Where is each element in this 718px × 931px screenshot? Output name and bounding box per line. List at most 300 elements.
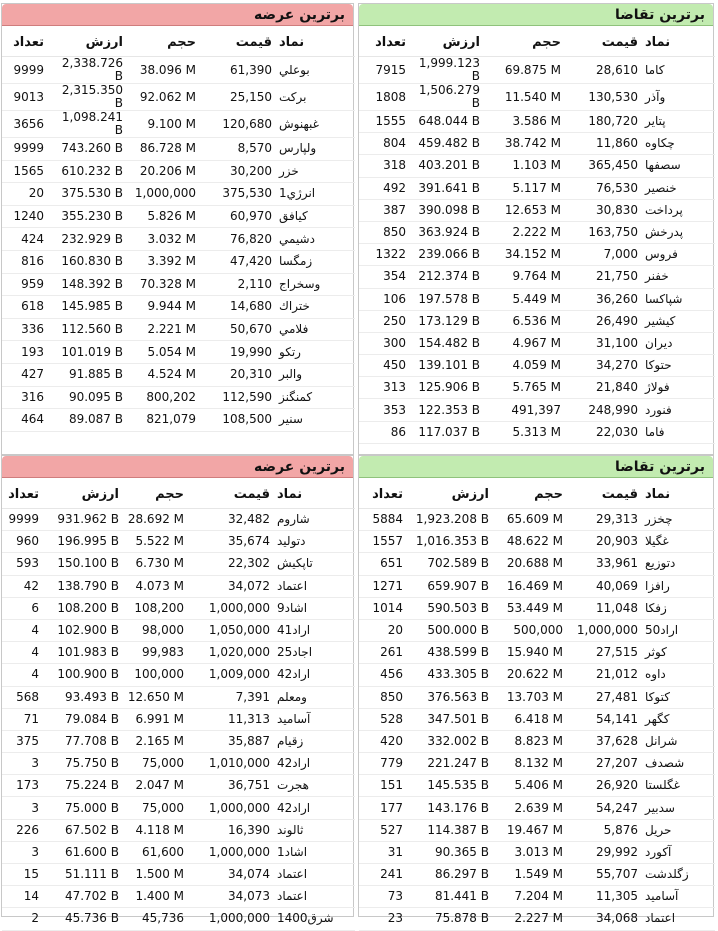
top-sell-table bbox=[2, 28, 355, 432]
cell-volume: 108,200 bbox=[124, 597, 189, 619]
table-row[interactable] bbox=[359, 597, 715, 619]
cell-count: 850 bbox=[359, 686, 408, 708]
table-row[interactable] bbox=[2, 642, 355, 664]
cell-count: 492 bbox=[359, 177, 411, 199]
cell-price: 27,515 bbox=[568, 642, 643, 664]
cell-price: 180,720 bbox=[566, 111, 643, 133]
cell-volume: 3.392 M bbox=[128, 250, 201, 273]
cell-value: 1,098.241 B bbox=[49, 111, 128, 138]
table-row[interactable] bbox=[2, 205, 355, 228]
table-row[interactable] bbox=[2, 864, 355, 886]
cell-value: 239.066 B bbox=[411, 244, 485, 266]
cell-value: 125.906 B bbox=[411, 377, 485, 399]
symbol-header: نماد bbox=[643, 28, 715, 57]
cell-value: 702.589 B bbox=[408, 553, 494, 575]
bottom-sell-panel bbox=[1, 455, 354, 926]
cell-symbol: پتایر bbox=[643, 111, 715, 133]
symbol-header: نماد bbox=[277, 28, 355, 57]
cell-value: 403.201 B bbox=[411, 155, 485, 177]
cell-symbol: رتکو bbox=[277, 341, 355, 364]
cell-value: 931.962 B bbox=[44, 509, 124, 531]
bottom-sell-rows bbox=[2, 509, 355, 931]
cell-count: 464 bbox=[2, 409, 49, 432]
table-row[interactable] bbox=[2, 296, 355, 319]
cell-price: 54,141 bbox=[568, 708, 643, 730]
cell-price: 1,020,000 bbox=[189, 642, 275, 664]
bottom-buy-rows bbox=[359, 509, 715, 931]
cell-volume: 2.047 M bbox=[124, 775, 189, 797]
cell-count: 387 bbox=[359, 199, 411, 221]
cell-symbol: زفکا bbox=[643, 597, 715, 619]
cell-symbol: شرانل bbox=[643, 730, 715, 752]
table-row[interactable] bbox=[359, 775, 715, 797]
table-row[interactable] bbox=[2, 409, 355, 432]
bottom-buy-table bbox=[359, 480, 715, 931]
cell-price: 76,530 bbox=[566, 177, 643, 199]
table-row[interactable] bbox=[359, 310, 715, 332]
table-row[interactable] bbox=[359, 841, 715, 863]
cell-symbol: اراد42 bbox=[275, 753, 355, 775]
table-row[interactable] bbox=[2, 386, 355, 409]
cell-price: 61,390 bbox=[201, 57, 277, 84]
table-row[interactable] bbox=[2, 575, 355, 597]
cell-price: 28,610 bbox=[566, 57, 643, 84]
cell-count: 313 bbox=[359, 377, 411, 399]
cell-symbol: اعتماد bbox=[275, 886, 355, 908]
cell-count: 1808 bbox=[359, 84, 411, 111]
cell-count: 14 bbox=[2, 886, 44, 908]
cell-value: 347.501 B bbox=[408, 708, 494, 730]
cell-volume: 9.764 M bbox=[485, 266, 566, 288]
cell-value: 75.878 B bbox=[408, 908, 494, 930]
cell-symbol: زگلدشت bbox=[643, 864, 715, 886]
cell-value: 81.441 B bbox=[408, 886, 494, 908]
cell-count: 1322 bbox=[359, 244, 411, 266]
cell-price: 1,000,000 bbox=[568, 619, 643, 641]
cell-volume: 45,736 bbox=[124, 908, 189, 930]
cell-count: 816 bbox=[2, 250, 49, 273]
cell-price: 7,000 bbox=[566, 244, 643, 266]
table-row[interactable] bbox=[359, 421, 715, 443]
cell-count: 151 bbox=[359, 775, 408, 797]
cell-price: 76,820 bbox=[201, 228, 277, 251]
cell-value: 438.599 B bbox=[408, 642, 494, 664]
table-row[interactable] bbox=[359, 244, 715, 266]
cell-volume: 5.054 M bbox=[128, 341, 201, 364]
cell-count: 173 bbox=[2, 775, 44, 797]
cell-count: 427 bbox=[2, 363, 49, 386]
cell-volume: 821,079 bbox=[128, 409, 201, 432]
cell-value: 610.232 B bbox=[49, 160, 128, 183]
cell-symbol: بوعلي bbox=[277, 57, 355, 84]
cell-value: 363.924 B bbox=[411, 221, 485, 243]
cell-volume: 1.400 M bbox=[124, 886, 189, 908]
cell-symbol: فروس bbox=[643, 244, 715, 266]
cell-value: 75.224 B bbox=[44, 775, 124, 797]
table-row[interactable] bbox=[359, 509, 715, 531]
cell-value: 61.600 B bbox=[44, 841, 124, 863]
cell-count: 31 bbox=[359, 841, 408, 863]
table-row[interactable] bbox=[2, 160, 355, 183]
table-row[interactable] bbox=[2, 708, 355, 730]
table-row[interactable] bbox=[2, 318, 355, 341]
cell-price: 37,628 bbox=[568, 730, 643, 752]
table-row[interactable] bbox=[359, 819, 715, 841]
cell-price: 22,302 bbox=[189, 553, 275, 575]
table-row[interactable] bbox=[2, 908, 355, 930]
cell-volume: 20.622 M bbox=[494, 664, 568, 686]
table-row[interactable] bbox=[359, 797, 715, 819]
cell-symbol: اراد50 bbox=[643, 619, 715, 641]
table-row[interactable] bbox=[2, 753, 355, 775]
cell-price: 54,247 bbox=[568, 797, 643, 819]
cell-count: 3 bbox=[2, 753, 44, 775]
cell-symbol: ولپارس bbox=[277, 138, 355, 161]
table-row[interactable] bbox=[2, 531, 355, 553]
top-buy-title: برترین تقاضا bbox=[359, 4, 713, 26]
cell-value: 648.044 B bbox=[411, 111, 485, 133]
table-row[interactable] bbox=[2, 619, 355, 641]
cell-value: 45.736 B bbox=[44, 908, 124, 930]
cell-volume: 92.062 M bbox=[128, 84, 201, 111]
cell-volume: 8.132 M bbox=[494, 753, 568, 775]
cell-volume: 12.653 M bbox=[485, 199, 566, 221]
cell-value: 743.260 B bbox=[49, 138, 128, 161]
table-row[interactable] bbox=[2, 597, 355, 619]
cell-volume: 38.742 M bbox=[485, 133, 566, 155]
symbol-header: نماد bbox=[275, 480, 355, 509]
table-row[interactable] bbox=[2, 57, 355, 84]
cell-count: 1555 bbox=[359, 111, 411, 133]
table-row[interactable] bbox=[359, 908, 715, 930]
table-row[interactable] bbox=[359, 133, 715, 155]
table-row[interactable] bbox=[359, 266, 715, 288]
value-header: ارزش bbox=[44, 480, 124, 509]
table-row[interactable] bbox=[2, 797, 355, 819]
table-row[interactable] bbox=[2, 509, 355, 531]
cell-count: 1565 bbox=[2, 160, 49, 183]
cell-count: 420 bbox=[359, 730, 408, 752]
bottom-buy-panel bbox=[358, 455, 714, 926]
cell-volume: 5.117 M bbox=[485, 177, 566, 199]
table-row[interactable] bbox=[359, 221, 715, 243]
cell-symbol: اراد41 bbox=[275, 619, 355, 641]
table-row[interactable] bbox=[359, 864, 715, 886]
cell-value: 145.985 B bbox=[49, 296, 128, 319]
cell-symbol: آسامید bbox=[643, 886, 715, 908]
cell-value: 221.247 B bbox=[408, 753, 494, 775]
cell-symbol: فنورد bbox=[643, 399, 715, 421]
cell-volume: 491,397 bbox=[485, 399, 566, 421]
table-row[interactable] bbox=[359, 84, 715, 111]
cell-count: 593 bbox=[2, 553, 44, 575]
cell-value: 86.297 B bbox=[408, 864, 494, 886]
cell-value: 138.790 B bbox=[44, 575, 124, 597]
table-row[interactable] bbox=[2, 730, 355, 752]
cell-symbol: اعتماد bbox=[275, 864, 355, 886]
cell-value: 122.353 B bbox=[411, 399, 485, 421]
table-row[interactable] bbox=[359, 730, 715, 752]
cell-symbol: برکت bbox=[277, 84, 355, 111]
top-buy-table bbox=[359, 28, 715, 444]
cell-volume: 53.449 M bbox=[494, 597, 568, 619]
cell-symbol: سنير bbox=[277, 409, 355, 432]
table-row[interactable] bbox=[359, 664, 715, 686]
cell-symbol: زقيام bbox=[275, 730, 355, 752]
table-row[interactable] bbox=[2, 341, 355, 364]
table-row[interactable] bbox=[359, 686, 715, 708]
cell-value: 102.900 B bbox=[44, 619, 124, 641]
cell-symbol: خفنر bbox=[643, 266, 715, 288]
cell-symbol: دشيمي bbox=[277, 228, 355, 251]
cell-symbol: آسامید bbox=[275, 708, 355, 730]
value-header: ارزش bbox=[411, 28, 485, 57]
table-row[interactable] bbox=[2, 553, 355, 575]
cell-value: 376.563 B bbox=[408, 686, 494, 708]
top-buy-rows bbox=[359, 57, 715, 444]
cell-price: 1,010,000 bbox=[189, 753, 275, 775]
table-row[interactable] bbox=[359, 642, 715, 664]
cell-volume: 2.227 M bbox=[494, 908, 568, 930]
cell-value: 114.387 B bbox=[408, 819, 494, 841]
price-header: قیمت bbox=[201, 28, 277, 57]
cell-volume: 99,983 bbox=[124, 642, 189, 664]
cell-count: 424 bbox=[2, 228, 49, 251]
table-row[interactable] bbox=[359, 355, 715, 377]
cell-volume: 4.524 M bbox=[128, 363, 201, 386]
cell-count: 316 bbox=[2, 386, 49, 409]
table-row[interactable] bbox=[2, 111, 355, 138]
cell-price: 365,450 bbox=[566, 155, 643, 177]
cell-count: 3 bbox=[2, 841, 44, 863]
cell-volume: 6.418 M bbox=[494, 708, 568, 730]
table-row[interactable] bbox=[2, 886, 355, 908]
top-sell-panel bbox=[1, 3, 354, 455]
cell-count: 850 bbox=[359, 221, 411, 243]
cell-price: 26,490 bbox=[566, 310, 643, 332]
table-row[interactable] bbox=[359, 531, 715, 553]
cell-price: 19,990 bbox=[201, 341, 277, 364]
cell-price: 32,482 bbox=[189, 509, 275, 531]
table-row[interactable] bbox=[359, 111, 715, 133]
table-row[interactable] bbox=[359, 399, 715, 421]
table-row[interactable] bbox=[359, 708, 715, 730]
cell-volume: 70.328 M bbox=[128, 273, 201, 296]
cell-count: 20 bbox=[359, 619, 408, 641]
cell-price: 5,876 bbox=[568, 819, 643, 841]
cell-count: 959 bbox=[2, 273, 49, 296]
cell-count: 779 bbox=[359, 753, 408, 775]
cell-price: 34,270 bbox=[566, 355, 643, 377]
cell-price: 50,670 bbox=[201, 318, 277, 341]
volume-header: حجم bbox=[494, 480, 568, 509]
cell-count: 353 bbox=[359, 399, 411, 421]
cell-volume: 34.152 M bbox=[485, 244, 566, 266]
cell-count: 300 bbox=[359, 332, 411, 354]
cell-volume: 3.013 M bbox=[494, 841, 568, 863]
cell-value: 590.503 B bbox=[408, 597, 494, 619]
table-row[interactable] bbox=[2, 250, 355, 273]
cell-value: 459.482 B bbox=[411, 133, 485, 155]
table-row[interactable] bbox=[359, 619, 715, 641]
cell-symbol: کمنگنز bbox=[277, 386, 355, 409]
cell-value: 433.305 B bbox=[408, 664, 494, 686]
cell-count: 456 bbox=[359, 664, 408, 686]
cell-count: 1240 bbox=[2, 205, 49, 228]
table-row[interactable] bbox=[2, 664, 355, 686]
cell-count: 618 bbox=[2, 296, 49, 319]
table-row[interactable] bbox=[2, 84, 355, 111]
cell-count: 568 bbox=[2, 686, 44, 708]
cell-price: 375,530 bbox=[201, 183, 277, 206]
cell-price: 27,207 bbox=[568, 753, 643, 775]
table-row[interactable] bbox=[2, 363, 355, 386]
table-row[interactable] bbox=[2, 819, 355, 841]
cell-count: 250 bbox=[359, 310, 411, 332]
table-row[interactable] bbox=[2, 228, 355, 251]
cell-volume: 28.692 M bbox=[124, 509, 189, 531]
cell-price: 34,073 bbox=[189, 886, 275, 908]
cell-count: 9999 bbox=[2, 57, 49, 84]
table-row[interactable] bbox=[2, 138, 355, 161]
cell-symbol: شرق1400 bbox=[275, 908, 355, 930]
cell-price: 108,500 bbox=[201, 409, 277, 432]
table-row[interactable] bbox=[359, 886, 715, 908]
cell-volume: 13.703 M bbox=[494, 686, 568, 708]
cell-volume: 5.765 M bbox=[485, 377, 566, 399]
cell-value: 500.000 B bbox=[408, 619, 494, 641]
cell-symbol: شپاکسا bbox=[643, 288, 715, 310]
cell-price: 29,313 bbox=[568, 509, 643, 531]
cell-price: 163,750 bbox=[566, 221, 643, 243]
cell-symbol: هجرت bbox=[275, 775, 355, 797]
table-row[interactable] bbox=[359, 332, 715, 354]
cell-symbol: انرژي1 bbox=[277, 183, 355, 206]
cell-symbol: اعتماد bbox=[643, 908, 715, 930]
cell-value: 143.176 B bbox=[408, 797, 494, 819]
cell-symbol: شصدف bbox=[643, 753, 715, 775]
cell-count: 960 bbox=[2, 531, 44, 553]
cell-symbol: وآذر bbox=[643, 84, 715, 111]
cell-price: 1,000,000 bbox=[189, 797, 275, 819]
cell-symbol: چکاوه bbox=[643, 133, 715, 155]
cell-volume: 9.100 M bbox=[128, 111, 201, 138]
top-buy-panel bbox=[358, 3, 714, 455]
cell-symbol: دتوزيع bbox=[643, 553, 715, 575]
cell-volume: 75,000 bbox=[124, 753, 189, 775]
cell-price: 33,961 bbox=[568, 553, 643, 575]
cell-volume: 20.206 M bbox=[128, 160, 201, 183]
symbol-header: نماد bbox=[643, 480, 715, 509]
cell-count: 804 bbox=[359, 133, 411, 155]
table-header-row bbox=[359, 28, 715, 57]
cell-price: 29,992 bbox=[568, 841, 643, 863]
cell-count: 193 bbox=[2, 341, 49, 364]
cell-count: 15 bbox=[2, 864, 44, 886]
table-row[interactable] bbox=[359, 288, 715, 310]
cell-volume: 6.730 M bbox=[124, 553, 189, 575]
cell-symbol: اعتماد bbox=[275, 575, 355, 597]
cell-symbol: اشاد9 bbox=[275, 597, 355, 619]
cell-volume: 100,000 bbox=[124, 664, 189, 686]
cell-volume: 2.221 M bbox=[128, 318, 201, 341]
cell-value: 91.885 B bbox=[49, 363, 128, 386]
cell-volume: 48.622 M bbox=[494, 531, 568, 553]
cell-count: 23 bbox=[359, 908, 408, 930]
cell-price: 30,200 bbox=[201, 160, 277, 183]
cell-volume: 75,000 bbox=[124, 797, 189, 819]
cell-count: 86 bbox=[359, 421, 411, 443]
cell-symbol: داوه bbox=[643, 664, 715, 686]
cell-volume: 5.313 M bbox=[485, 421, 566, 443]
table-row[interactable] bbox=[2, 273, 355, 296]
cell-price: 22,030 bbox=[566, 421, 643, 443]
cell-price: 1,000,000 bbox=[189, 841, 275, 863]
cell-value: 89.087 B bbox=[49, 409, 128, 432]
cell-value: 355.230 B bbox=[49, 205, 128, 228]
cell-price: 36,751 bbox=[189, 775, 275, 797]
table-row[interactable] bbox=[2, 775, 355, 797]
table-row[interactable] bbox=[2, 686, 355, 708]
cell-count: 241 bbox=[359, 864, 408, 886]
cell-volume: 3.032 M bbox=[128, 228, 201, 251]
cell-value: 154.482 B bbox=[411, 332, 485, 354]
table-row[interactable] bbox=[359, 553, 715, 575]
cell-value: 391.641 B bbox=[411, 177, 485, 199]
cell-price: 34,068 bbox=[568, 908, 643, 930]
table-row[interactable] bbox=[359, 575, 715, 597]
table-row[interactable] bbox=[359, 155, 715, 177]
cell-price: 248,990 bbox=[566, 399, 643, 421]
cell-price: 11,313 bbox=[189, 708, 275, 730]
top-sell-title: برترین عرضه bbox=[2, 4, 353, 26]
cell-symbol: تاپکيش bbox=[275, 553, 355, 575]
value-header: ارزش bbox=[408, 480, 494, 509]
cell-value: 212.374 B bbox=[411, 266, 485, 288]
cell-symbol: فلامي bbox=[277, 318, 355, 341]
table-row[interactable] bbox=[2, 841, 355, 863]
cell-value: 90.095 B bbox=[49, 386, 128, 409]
cell-price: 1,050,000 bbox=[189, 619, 275, 641]
cell-symbol: سصفها bbox=[643, 155, 715, 177]
cell-count: 7915 bbox=[359, 57, 411, 84]
table-row[interactable] bbox=[359, 57, 715, 84]
table-row[interactable] bbox=[359, 199, 715, 221]
cell-volume: 5.449 M bbox=[485, 288, 566, 310]
cell-count: 4 bbox=[2, 664, 44, 686]
table-row[interactable] bbox=[359, 177, 715, 199]
table-header-row bbox=[2, 480, 355, 509]
cell-volume: 9.944 M bbox=[128, 296, 201, 319]
cell-volume: 4.073 M bbox=[124, 575, 189, 597]
cell-price: 11,305 bbox=[568, 886, 643, 908]
table-row[interactable] bbox=[359, 377, 715, 399]
price-header: قیمت bbox=[566, 28, 643, 57]
cell-volume: 20.688 M bbox=[494, 553, 568, 575]
cell-count: 375 bbox=[2, 730, 44, 752]
cell-count: 71 bbox=[2, 708, 44, 730]
cell-value: 139.101 B bbox=[411, 355, 485, 377]
cell-price: 21,750 bbox=[566, 266, 643, 288]
price-header: قیمت bbox=[568, 480, 643, 509]
cell-value: 1,923.208 B bbox=[408, 509, 494, 531]
count-header: تعداد bbox=[2, 480, 44, 509]
volume-header: حجم bbox=[128, 28, 201, 57]
table-row[interactable] bbox=[359, 753, 715, 775]
cell-count: 318 bbox=[359, 155, 411, 177]
table-row[interactable] bbox=[2, 183, 355, 206]
cell-symbol: حريل bbox=[643, 819, 715, 841]
